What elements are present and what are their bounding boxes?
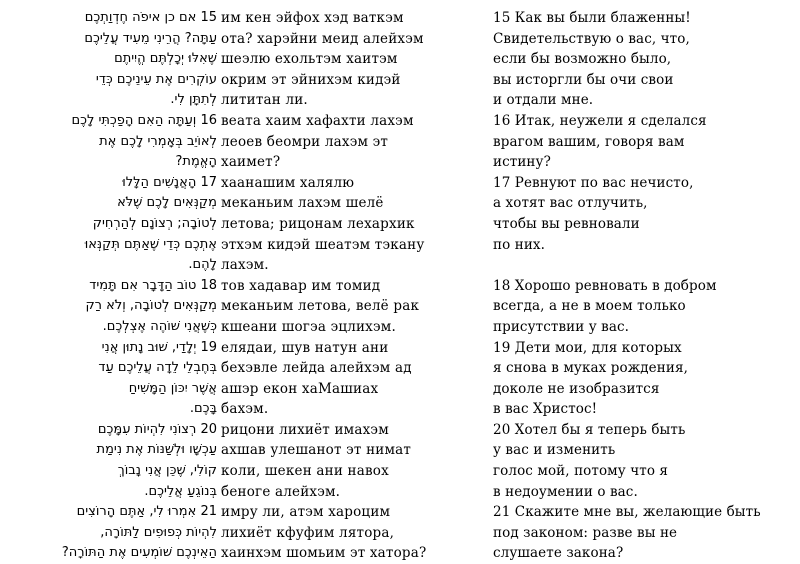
hebrew-line: בְּחֶבְלֵי לֵדָה עֲלֵיכֶם עַד: [98, 360, 217, 376]
transliteration-line: леоев беомри лахэм эт: [221, 133, 389, 150]
hebrew-line: 15 אם כן איפֹה חֶדְוַתְכֶם: [84, 10, 217, 25]
hebrew-line: מְקַנְּאִים לָכֶם שֶׁלֹּא: [117, 195, 217, 211]
hebrew-line: לִהְיוֹת כְּפוּפִים לַתּוֹרָה,: [100, 524, 217, 540]
russian-line: и отдали мне.: [493, 92, 594, 109]
hebrew-column: [60, 8, 217, 564]
transliteration-line: хаинхэм шомьим эт хатора?: [221, 545, 427, 562]
transliteration-line: окрим эт эйнихэм кидэй: [221, 71, 401, 88]
transliteration-line: бахэм.: [221, 401, 269, 418]
russian-column: [493, 8, 793, 564]
russian-line: а хотят вас отлучить,: [493, 195, 648, 212]
hebrew-line: לְאוֹיֵב בְּאָמְרִי לָכֶם אֶת: [99, 133, 217, 149]
hebrew-line: בָּכֶם.: [189, 401, 217, 417]
russian-line: голос мой, потому что я: [493, 463, 669, 480]
russian-line: всегда, а не в моем только: [493, 298, 686, 315]
russian-line: 16 Итак, неужели я сделался: [493, 112, 707, 129]
hebrew-line: שֶׁאִלּוּ יְכָלְתֶּם הֱיִיתֶם: [114, 51, 217, 67]
hebrew-line: עוֹקְרִים אֶת עֵינֵיכֶם כְּדֵי: [95, 71, 217, 87]
russian-line: 15 Как вы были блаженны!: [493, 10, 691, 26]
hebrew-line: אֲשֶׁר יִכּוֹן הַמָּשִׁיחַ: [128, 380, 217, 396]
russian-line: в вас Христос!: [493, 401, 598, 418]
hebrew-line: עַכְשָׁו וּלְשַׁנּוֹת אֶת נִימַת: [96, 442, 217, 458]
russian-line: доколе не изобразится: [493, 380, 660, 397]
russian-line: Свидетельствую о вас, что,: [493, 30, 690, 47]
transliteration-line: лититан ли.: [221, 92, 308, 109]
russian-line: 19 Дети мои, для которых: [493, 339, 682, 356]
hebrew-line: 16 וְעַתָּה הַאִם הָפַכְתִּי לָכֶם: [71, 112, 217, 128]
russian-line: в недоумении о вас.: [493, 483, 638, 500]
russian-line: чтобы вы ревновали: [493, 215, 640, 232]
russian-line: если бы возможно было,: [493, 51, 672, 68]
russian-line: вы исторгли бы очи свои: [493, 71, 674, 88]
hebrew-line: מְקַנְּאִים לְטוֹבָה, וְלֹא רַק: [85, 298, 217, 314]
transliteration-line: ахшав улешанот эт нимат: [221, 442, 412, 459]
transliteration-line: веата хаим хафахти лахэм: [221, 112, 414, 129]
russian-line: я снова в муках рождения,: [493, 360, 688, 377]
transliteration-line: ота? харэйни меид алейхэм: [221, 30, 424, 47]
transliteration-line: ашэр екон хаМашиах: [221, 380, 379, 397]
hebrew-line: 18 טוֹב הַדָּבָר אִם תָּמִיד: [89, 277, 217, 293]
hebrew-line: עַתָּה? הֲרֵינִי מֵעִיד עֲלֵיכֶם: [84, 30, 217, 46]
transliteration-line: бехэвле лейда алейхэм ад: [221, 360, 412, 377]
russian-line: [493, 255, 793, 276]
russian-line: 20 Хотел бы я теперь быть: [493, 421, 686, 438]
hebrew-line: הַאֵינְכֶם שׁוֹמְעִים אֶת הַתּוֹרָה?: [61, 545, 217, 561]
transliteration-line: тов хадавар им томид: [221, 277, 381, 294]
russian-line: присутствии у вас.: [493, 318, 630, 335]
hebrew-line: 17 הָאֲנָשִׁים הַלָּלוּ: [122, 174, 217, 190]
transliteration-line: лахэм.: [221, 257, 269, 274]
transliteration-line: хаимет?: [221, 154, 281, 171]
russian-line: 17 Ревнуют по вас нечисто,: [493, 174, 694, 191]
transliteration-line: беноге алейхэм.: [221, 483, 341, 500]
hebrew-line: לְטוֹבָה; רְצוֹנָם לְהַרְחִיק: [92, 215, 217, 231]
hebrew-line: בְּנוֹגֵעַ אֲלֵיכֶם.: [144, 483, 217, 499]
transliteration-line: шеэлю ехольтэм хаитэм: [221, 51, 398, 68]
hebrew-line: 19 יְלָדַי, שׁוּב נָתוּן אֲנִי: [101, 339, 217, 355]
transliteration-line: рицони лихиёт имахэм: [221, 421, 389, 438]
transliteration-column: [221, 8, 427, 564]
russian-line: 21 Скажите мне вы, желающие быть: [493, 504, 761, 521]
transliteration-line: этхэм кидэй шеатэм тэкану: [221, 236, 425, 253]
russian-line: у вас и изменить: [493, 442, 616, 459]
transliteration-line: им кен эйфох хэд ваткэм: [221, 10, 404, 26]
hebrew-line: קוֹלִי, שֶׁכֵּן אֲנִי נָבוֹךְ: [117, 463, 217, 479]
russian-line: по них.: [493, 236, 546, 253]
hebrew-line: אֶתְכֶם כְּדֵי שֶׁאַתֶּם תְּקַנְּאוּ: [84, 236, 217, 252]
hebrew-line: לְתִתָּן לִי.: [170, 92, 217, 108]
transliteration-line: имру ли, атэм хароцим: [221, 504, 391, 521]
hebrew-line: 21 אִמְרוּ לִי, אַתֶּם הָרוֹצִים: [76, 504, 217, 520]
hebrew-line: 20 רְצוֹנִי לִהְיוֹת עִמָּכֶם: [97, 421, 217, 437]
transliteration-line: коли, шекен ани навох: [221, 463, 389, 480]
russian-line: врагом вашим, говоря вам: [493, 133, 685, 150]
transliteration-line: летова; рицонам лехархик: [221, 215, 415, 232]
russian-line: истину?: [493, 154, 551, 171]
transliteration-line: елядаи, шув натун ани: [221, 339, 389, 356]
transliteration-line: меканьим лахэм шелё: [221, 195, 384, 212]
russian-line: слушаете закона?: [493, 545, 624, 562]
russian-line: под законом: разве вы не: [493, 524, 678, 541]
transliteration-line: меканьим летова, велё рак: [221, 298, 420, 315]
transliteration-line: хаанашим халялю: [221, 174, 355, 191]
transliteration-line: кшеани шогэа эцлихэм.: [221, 318, 396, 335]
hebrew-line: לָהֶם.: [188, 257, 217, 273]
russian-line: 18 Хорошо ревновать в добром: [493, 277, 717, 294]
transliteration-line: лихиёт кфуфим лятора,: [221, 524, 395, 541]
hebrew-line: כְּשֶׁאֲנִי שׁוֹהֶה אֶצְלְכֶם.: [102, 318, 217, 334]
hebrew-line: הָאֱמֶת?: [175, 154, 217, 170]
